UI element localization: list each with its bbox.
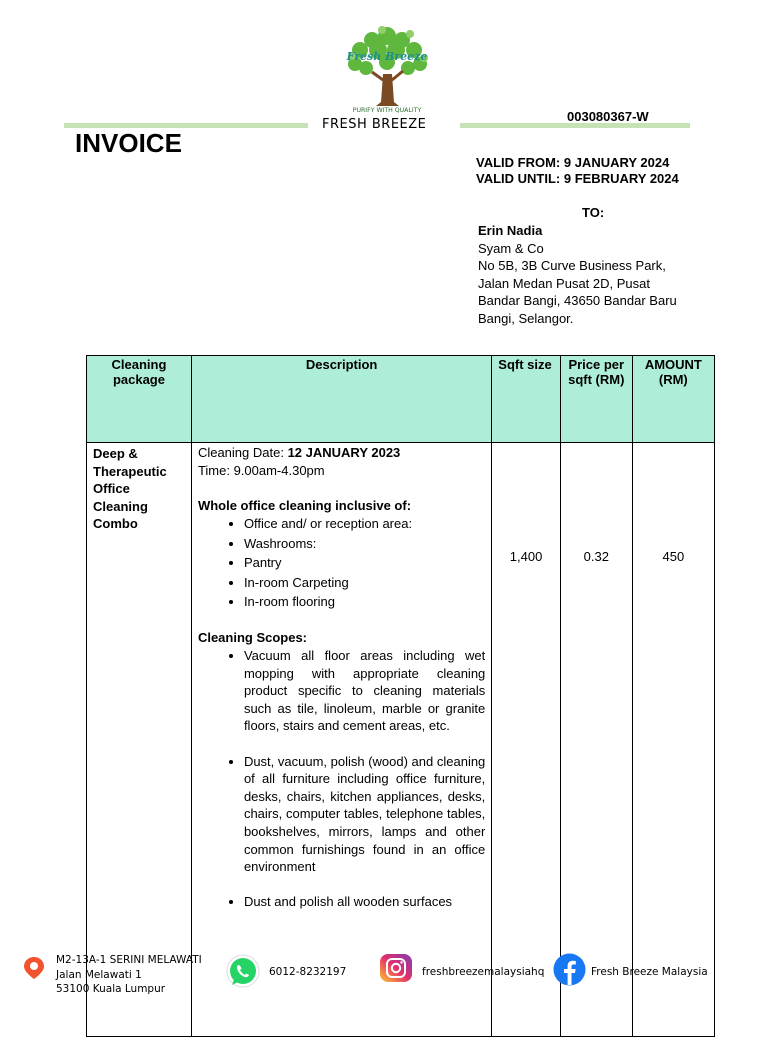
header-amount: AMOUNT (RM) <box>632 356 714 443</box>
footer-instagram[interactable]: freshbreezemalaysiahq <box>422 966 545 978</box>
cleaning-time: Time: 9.00am-4.30pm <box>197 462 325 478</box>
recipient-name: Erin Nadia <box>478 223 543 238</box>
cell-price: 0.32 <box>560 443 632 1037</box>
recipient-block <box>478 222 718 328</box>
instagram-icon <box>378 953 414 983</box>
footer-address <box>56 953 202 997</box>
facebook-icon <box>553 953 586 986</box>
list-item: • In-room flooring <box>244 592 485 612</box>
recipient-company: Syam & Co <box>478 240 544 256</box>
svg-text:Fresh Breeze: Fresh Breeze <box>346 50 428 63</box>
company-reg-no: 003080367-W <box>567 109 649 124</box>
footer-address-line: Jalan Melawati 1 <box>56 968 142 981</box>
list-item: • Vacuum all floor areas including wet mopping with appropriate cleaning product specific to cleaning materials such as tile, linoleum, marble or granite floors, stairs and cement areas, etc. <box>244 647 485 735</box>
footer-facebook[interactable]: Fresh Breeze Malaysia <box>591 966 708 978</box>
recipient-address-line: No 5B, 3B Curve Business Park, <box>478 258 666 274</box>
brand-name: FRESH BREEZE <box>322 117 427 132</box>
page-title: INVOICE <box>75 128 182 158</box>
list-item: • Dust, vacuum, polish (wood) and cleaning of all furniture including office furniture, desks, chairs, kitchen appliances, desks, chairs, computer tables, telephone tables, bookshelves, mirrors, lamps and other common furnishings found in an office environment <box>244 753 485 876</box>
cell-sqft: 1,400 <box>492 443 561 1037</box>
valid-from: VALID FROM: 9 JANUARY 2024 <box>476 155 670 170</box>
header-package: Cleaning package <box>87 356 192 443</box>
footer-phone[interactable]: 6012-8232197 <box>269 966 347 978</box>
inclusive-list <box>198 514 485 612</box>
list-item: • Washrooms: <box>244 534 485 554</box>
list-item: • Pantry <box>244 553 485 573</box>
table-row <box>87 443 715 1037</box>
invoice-table <box>86 355 715 1037</box>
header-price: Price per sqft (RM) <box>560 356 632 443</box>
cell-description <box>191 443 491 1037</box>
cleaning-date <box>198 444 485 462</box>
header-description: Description <box>191 356 491 443</box>
cell-amount: 450 <box>632 443 714 1037</box>
cell-package: Deep & Therapeutic Office Cleaning Combo <box>87 443 192 1037</box>
list-item: • Office and/ or reception area: <box>244 514 485 534</box>
recipient-address-line: Bandar Bangi, 43650 Bandar Baru <box>478 293 677 309</box>
recipient-address-line: Jalan Medan Pusat 2D, Pusat <box>478 275 650 291</box>
footer-address-line: M2-13A-1 SERINI MELAWATI <box>56 954 202 966</box>
scopes-list <box>198 647 485 911</box>
svg-text:PURIFY WITH QUALITY: PURIFY WITH QUALITY <box>352 107 422 114</box>
inclusive-title: Whole office cleaning inclusive of: <box>197 497 412 513</box>
whatsapp-icon <box>223 952 263 992</box>
header-sqft: Sqft size <box>492 356 561 443</box>
list-item: • Dust and polish all wooden surfaces <box>244 893 485 911</box>
valid-until: VALID UNTIL: 9 FEBRUARY 2024 <box>476 171 679 186</box>
footer-address-line: 53100 Kuala Lumpur <box>56 983 166 995</box>
tree-logo-icon <box>340 22 435 114</box>
to-label: TO: <box>582 205 605 220</box>
scopes-title: Cleaning Scopes: <box>197 630 308 646</box>
validity-block <box>476 155 679 187</box>
recipient-address-line: Bangi, Selangor. <box>478 310 574 326</box>
list-item: • In-room Carpeting <box>244 573 485 593</box>
table-header-row <box>87 356 715 443</box>
cleaning-date-value: 12 JANUARY 2023 <box>287 445 401 460</box>
location-pin-icon <box>21 955 47 981</box>
cleaning-date-label: Cleaning Date: <box>197 445 288 460</box>
